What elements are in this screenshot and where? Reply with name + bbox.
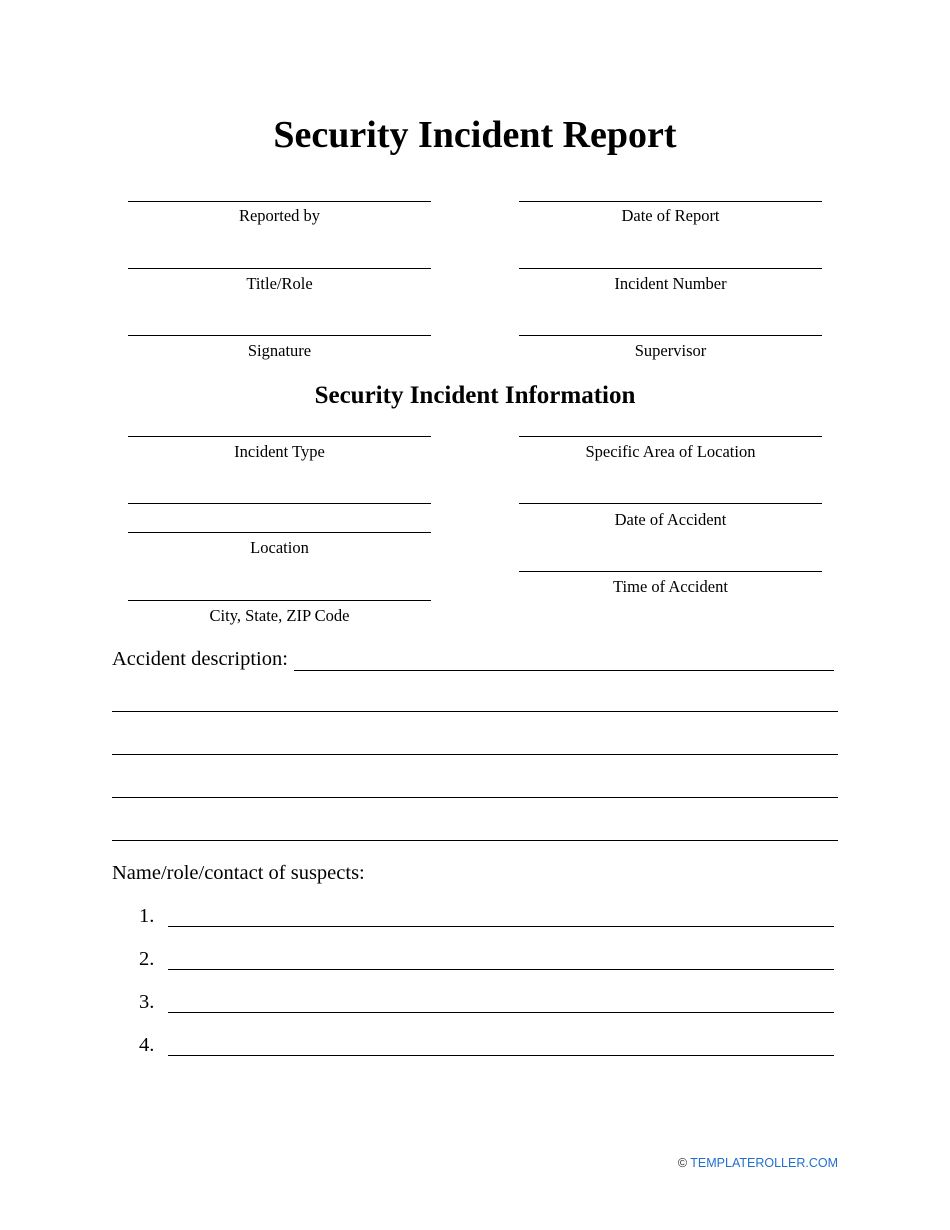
accident-description-line-4[interactable]: [112, 797, 838, 798]
location-field-line-1[interactable]: [128, 503, 431, 504]
city-state-zip-field[interactable]: [128, 600, 431, 601]
time-of-accident-label: Time of Accident: [613, 577, 728, 596]
suspect-row-1: [112, 904, 834, 930]
accident-description-line-5[interactable]: [112, 840, 838, 841]
suspects-label: Name/role/contact of suspects:: [112, 862, 365, 884]
accident-description-row: [112, 645, 838, 671]
accident-description-line-3[interactable]: [112, 754, 838, 755]
suspect-row-3: [112, 990, 834, 1016]
suspect-number: 1.: [139, 905, 155, 927]
supervisor-label: Supervisor: [634, 341, 707, 360]
date-of-accident-label: Date of Accident: [614, 510, 727, 529]
specific-area-label: Specific Area of Location: [585, 442, 756, 461]
suspect-field-4[interactable]: [168, 1055, 834, 1056]
reported-by-label: Reported by: [238, 206, 321, 225]
section-title: Security Incident Information: [314, 382, 636, 409]
suspect-number: 4.: [139, 1034, 155, 1056]
copyright-symbol: ©: [677, 1156, 688, 1170]
suspect-number: 2.: [139, 948, 155, 970]
city-state-zip-label: City, State, ZIP Code: [209, 606, 350, 625]
title-role-label: Title/Role: [246, 274, 313, 293]
location-label: Location: [250, 538, 309, 557]
accident-description-line-2[interactable]: [112, 711, 838, 712]
incident-type-field[interactable]: [128, 436, 431, 437]
signature-field[interactable]: [128, 335, 431, 336]
title-role-field[interactable]: [128, 268, 431, 269]
time-of-accident-field[interactable]: [519, 571, 822, 572]
reported-by-field[interactable]: [128, 201, 431, 202]
suspect-number: 3.: [139, 991, 155, 1013]
templateroller-link[interactable]: TEMPLATEROLLER.COM: [690, 1156, 838, 1170]
suspect-row-4: [112, 1033, 834, 1059]
date-of-accident-field[interactable]: [519, 503, 822, 504]
footer-credit: [678, 1156, 838, 1170]
suspect-field-2[interactable]: [168, 969, 834, 970]
suspect-field-3[interactable]: [168, 1012, 834, 1013]
accident-description-field[interactable]: [294, 650, 834, 671]
incident-number-field[interactable]: [519, 268, 822, 269]
accident-description-label: Accident description:: [112, 648, 288, 670]
incident-type-label: Incident Type: [234, 442, 325, 461]
date-of-report-label: Date of Report: [621, 206, 720, 225]
date-of-report-field[interactable]: [519, 201, 822, 202]
suspect-field-1[interactable]: [168, 926, 834, 927]
incident-number-label: Incident Number: [614, 274, 727, 293]
specific-area-field[interactable]: [519, 436, 822, 437]
location-field-line-2[interactable]: [128, 532, 431, 533]
suspect-row-2: [112, 947, 834, 973]
supervisor-field[interactable]: [519, 335, 822, 336]
signature-label: Signature: [247, 341, 312, 360]
page-title: Security Incident Report: [273, 114, 677, 156]
